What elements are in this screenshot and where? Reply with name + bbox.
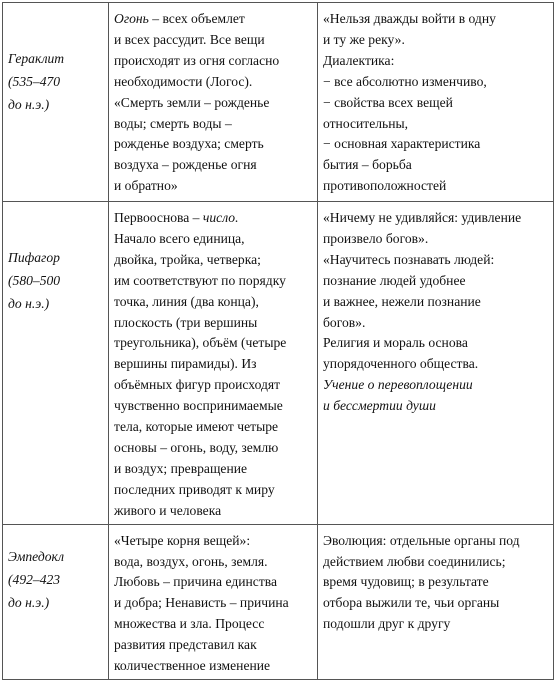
text-line <box>114 114 312 135</box>
plain-text: вода, воздух, огонь, земля. <box>114 553 268 569</box>
teaching-cell <box>109 3 318 202</box>
text-line <box>323 9 548 30</box>
text-line <box>114 313 312 334</box>
text-line <box>114 438 312 459</box>
philosophers-table <box>2 2 554 680</box>
plain-text: Диалектика: <box>323 52 395 68</box>
plain-text: познание людей удобнее <box>323 272 466 288</box>
plain-text: «Смерть земли – рожденье <box>114 94 270 110</box>
text-line <box>114 417 312 438</box>
quotes-cell <box>318 3 554 202</box>
plain-text: Религия и мораль основа <box>323 335 468 351</box>
plain-text: множества и зла. Процесс <box>114 616 265 632</box>
text-line <box>114 93 312 114</box>
plain-text: время чудовищ; в результате <box>323 574 489 590</box>
text-line <box>323 354 548 375</box>
text-line <box>323 292 548 313</box>
plain-text: − основная характеристика <box>323 136 481 152</box>
text-line <box>114 635 312 656</box>
quotes-cell <box>318 202 554 525</box>
teaching-cell <box>109 202 318 525</box>
quotes-cell <box>318 524 554 679</box>
text-line <box>323 375 548 396</box>
text-line <box>114 396 312 417</box>
plain-text: произвело богов». <box>323 230 429 246</box>
text-line <box>323 30 548 51</box>
philosopher-name-line: (492–423 <box>8 571 61 587</box>
plain-text: подошли друг к другу <box>323 616 451 632</box>
text-line <box>323 271 548 292</box>
plain-text: тела, которые имеют четыре <box>114 419 279 435</box>
plain-text: – всех объемлет <box>148 11 245 26</box>
plain-text: и ту же реку». <box>323 31 405 47</box>
plain-text: Начало всего единица, <box>114 230 245 246</box>
text-line <box>114 614 312 635</box>
text-line <box>323 313 548 334</box>
table-row <box>3 202 554 525</box>
text-line <box>323 250 548 271</box>
text-line <box>114 229 312 250</box>
italic-text: и бессмертии души <box>323 398 436 414</box>
philosopher-name-line: (535–470 <box>8 74 61 89</box>
italic-text: Учение о перевоплощении <box>323 377 473 393</box>
plain-text: им соответствуют по порядку <box>114 272 286 288</box>
table-row <box>3 3 554 202</box>
table-row <box>3 524 554 679</box>
plain-text: объёмных фигур происходят <box>114 377 281 393</box>
text-line <box>114 375 312 396</box>
plain-text: Первооснова – <box>114 210 203 225</box>
text-line <box>114 9 312 30</box>
plain-text: рожденье воздуха; смерть <box>114 136 264 152</box>
teaching-cell <box>109 524 318 679</box>
philosopher-name-line: до н.э.) <box>8 594 50 610</box>
plain-text: действием любви соединились; <box>323 553 506 569</box>
plain-text: «Научитесь познавать людей: <box>323 251 495 267</box>
text-line <box>114 656 312 677</box>
table-body <box>3 3 554 680</box>
philosopher-name-cell <box>3 3 109 202</box>
plain-text: и добра; Ненависть – причина <box>114 595 289 611</box>
plain-text: относительны, <box>323 115 409 131</box>
plain-text: живого и человека <box>114 502 222 518</box>
text-line <box>114 459 312 480</box>
text-line <box>323 333 548 354</box>
text-line <box>323 396 548 417</box>
plain-text: двойка, тройка, четверка; <box>114 251 261 267</box>
plain-text: количественное изменение <box>114 658 271 674</box>
plain-text: треугольника), объём (четыре <box>114 335 287 351</box>
text-line <box>114 176 312 197</box>
plain-text: богов». <box>323 314 366 330</box>
text-line <box>323 208 548 229</box>
text-line <box>114 354 312 375</box>
text-line <box>114 552 312 573</box>
philosopher-name-cell <box>3 202 109 525</box>
text-line <box>114 30 312 51</box>
plain-text: воды; смерть воды – <box>114 115 232 131</box>
plain-text: и важнее, нежели познание <box>323 293 481 309</box>
plain-text: − свойства всех вещей <box>323 94 453 110</box>
text-line <box>114 134 312 155</box>
plain-text: точка, линия (два конца), <box>114 293 259 309</box>
plain-text: и воздух; превращение <box>114 460 248 476</box>
text-line <box>114 593 312 614</box>
plain-text: Любовь – причина единства <box>114 574 278 590</box>
philosopher-name-line: Эмпедокл <box>8 548 65 564</box>
plain-text: упорядоченного общества. <box>323 356 479 372</box>
text-line <box>114 531 312 552</box>
plain-text: «Нельзя дважды войти в одну <box>323 11 496 26</box>
italic-text: число. <box>202 210 239 225</box>
text-line <box>323 134 548 155</box>
text-line <box>114 155 312 176</box>
text-line <box>114 501 312 522</box>
plain-text: последних приводят к миру <box>114 481 275 497</box>
text-line <box>323 51 548 72</box>
plain-text: необходимости (Логос). <box>114 73 253 89</box>
plain-text: «Четыре корня вещей»: <box>114 532 251 548</box>
plain-text: происходят из огня согласно <box>114 52 280 68</box>
text-line <box>323 72 548 93</box>
text-line <box>323 593 548 614</box>
plain-text: отбора выжили те, чьи органы <box>323 595 500 611</box>
text-line <box>114 292 312 313</box>
text-line <box>323 114 548 135</box>
text-line <box>114 333 312 354</box>
text-line <box>114 250 312 271</box>
text-line <box>114 572 312 593</box>
plain-text: Эволюция: отдельные органы под <box>323 532 520 548</box>
plain-text: бытия – борьба <box>323 157 412 173</box>
philosopher-name-line: (580–500 <box>8 273 61 288</box>
text-line <box>114 208 312 229</box>
italic-text: Огонь <box>114 11 149 26</box>
plain-text: и обратно» <box>114 178 178 194</box>
plain-text: вершины пирамиды). Из <box>114 356 257 372</box>
text-line <box>323 552 548 573</box>
plain-text: противоположностей <box>323 178 447 194</box>
text-line <box>114 271 312 292</box>
plain-text: чувственно воспринимаемые <box>114 398 283 414</box>
philosopher-name-cell <box>3 524 109 679</box>
plain-text: «Ничему не удивляйся: удивление <box>323 210 522 225</box>
text-line <box>323 176 548 197</box>
plain-text: воздуха – рожденье огня <box>114 157 257 173</box>
philosopher-name-line: Гераклит <box>8 51 65 66</box>
text-line <box>323 614 548 635</box>
plain-text: и всех рассудит. Все вещи <box>114 31 265 47</box>
plain-text: основы – огонь, воду, землю <box>114 439 279 455</box>
plain-text: плоскость (три вершины <box>114 314 258 330</box>
plain-text: развития представил как <box>114 637 257 653</box>
text-line <box>114 51 312 72</box>
philosopher-name-line: до н.э.) <box>8 296 50 311</box>
philosopher-name-line: до н.э.) <box>8 97 50 112</box>
text-line <box>323 155 548 176</box>
text-line <box>323 93 548 114</box>
text-line <box>114 72 312 93</box>
text-line <box>114 480 312 501</box>
philosopher-name-line: Пифагор <box>8 250 60 265</box>
text-line <box>323 572 548 593</box>
text-line <box>323 229 548 250</box>
text-line <box>323 531 548 552</box>
plain-text: − все абсолютно изменчиво, <box>323 73 487 89</box>
